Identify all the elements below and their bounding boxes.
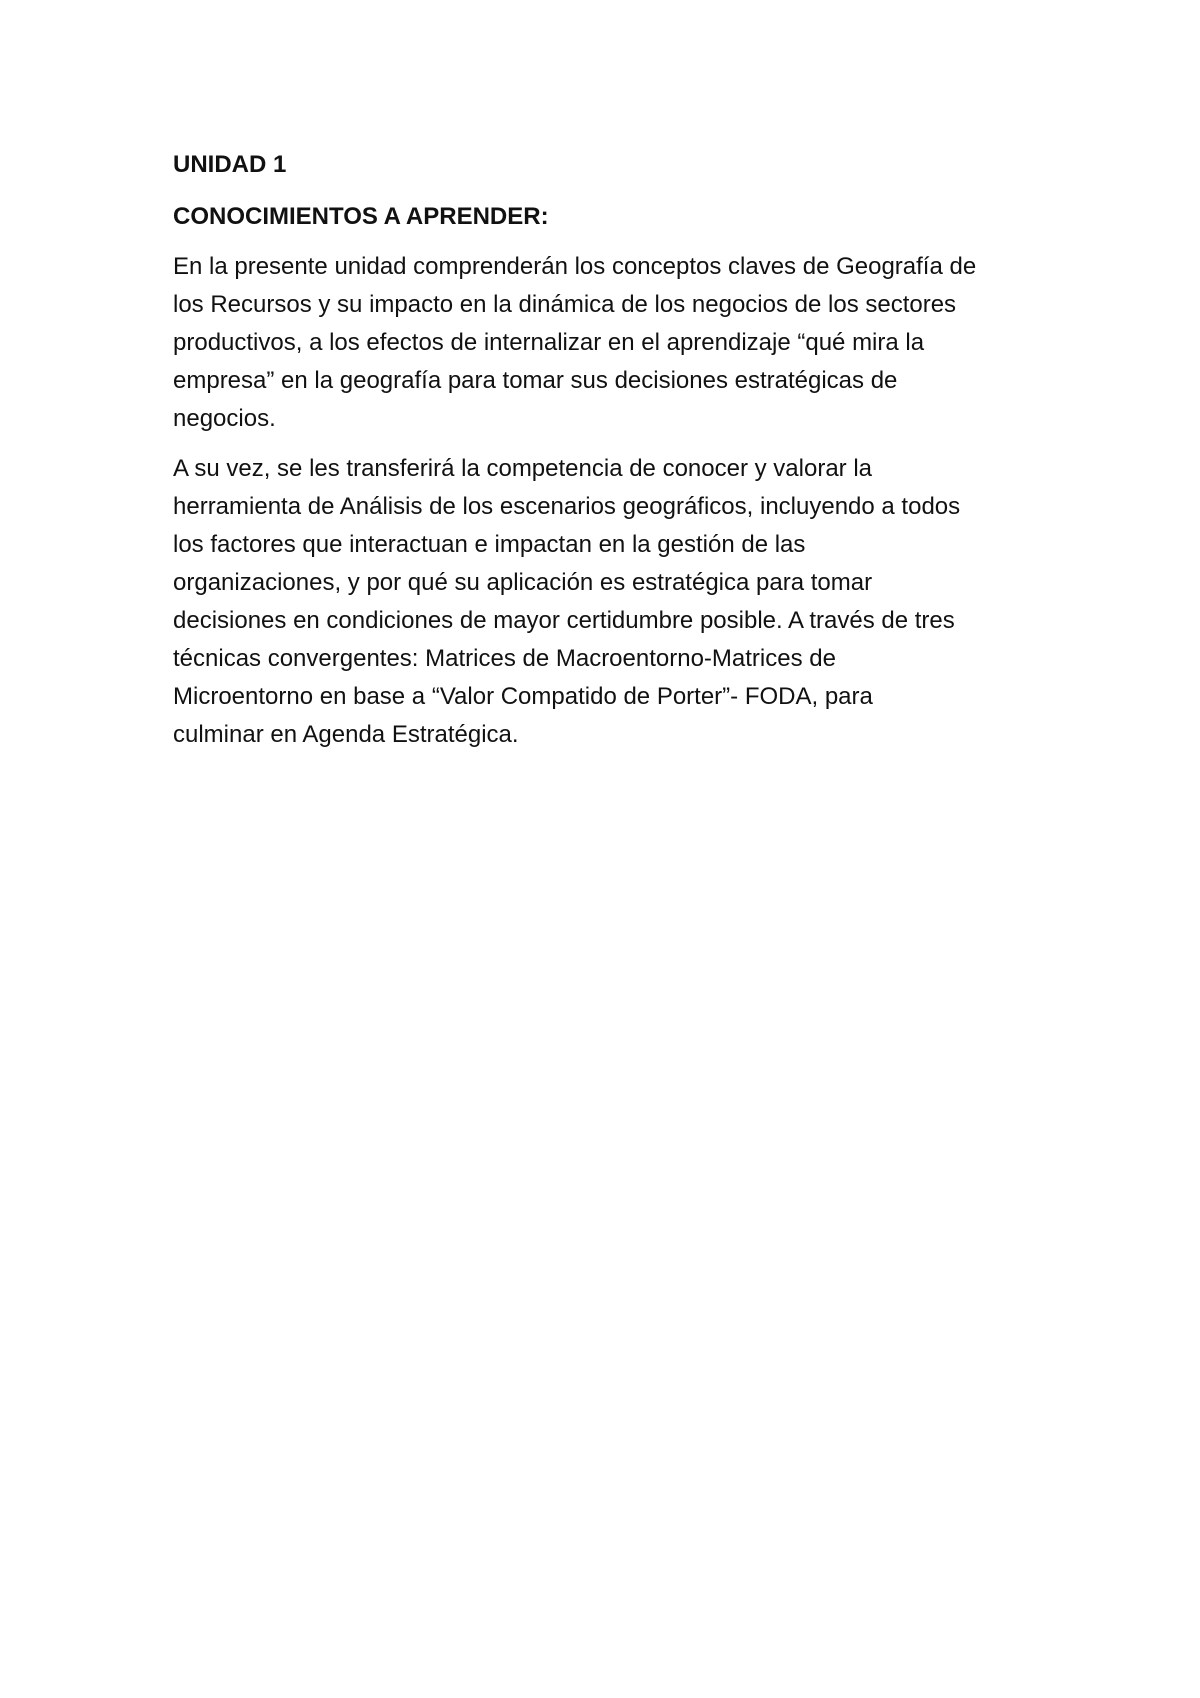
paragraph-line: empresa” en la geografía para tomar sus decisiones estratégicas de xyxy=(173,367,898,394)
paragraph-line: Microentorno en base a “Valor Compatido de Porter”- FODA, para xyxy=(173,683,873,710)
paragraph-line: culminar en Agenda Estratégica. xyxy=(173,721,519,748)
paragraph-2 xyxy=(173,450,1053,754)
paragraph-line: negocios. xyxy=(173,405,276,432)
unit-heading: UNIDAD 1 xyxy=(173,151,287,178)
paragraph-line: decisiones en condiciones de mayor certidumbre posible. A través de tres xyxy=(173,607,955,634)
paragraph-line: técnicas convergentes: Matrices de Macroentorno-Matrices de xyxy=(173,645,836,672)
paragraph-line: los factores que interactuan e impactan en la gestión de las xyxy=(173,531,806,558)
paragraph-line: En la presente unidad comprenderán los conceptos claves de Geografía de xyxy=(173,253,977,280)
paragraph-1 xyxy=(173,248,1053,438)
document-body xyxy=(173,146,1053,766)
paragraph-line: organizaciones, y por qué su aplicación es estratégica para tomar xyxy=(173,569,873,596)
paragraph-line: productivos, a los efectos de internalizar en el aprendizaje “qué mira la xyxy=(173,329,925,356)
paragraph-line: A su vez, se les transferirá la competencia de conocer y valorar la xyxy=(173,455,872,482)
section-heading: CONOCIMIENTOS A APRENDER: xyxy=(173,203,549,230)
paragraph-line: herramienta de Análisis de los escenarios geográficos, incluyendo a todos xyxy=(173,493,961,520)
paragraph-line: los Recursos y su impacto en la dinámica de los negocios de los sectores xyxy=(173,291,957,318)
